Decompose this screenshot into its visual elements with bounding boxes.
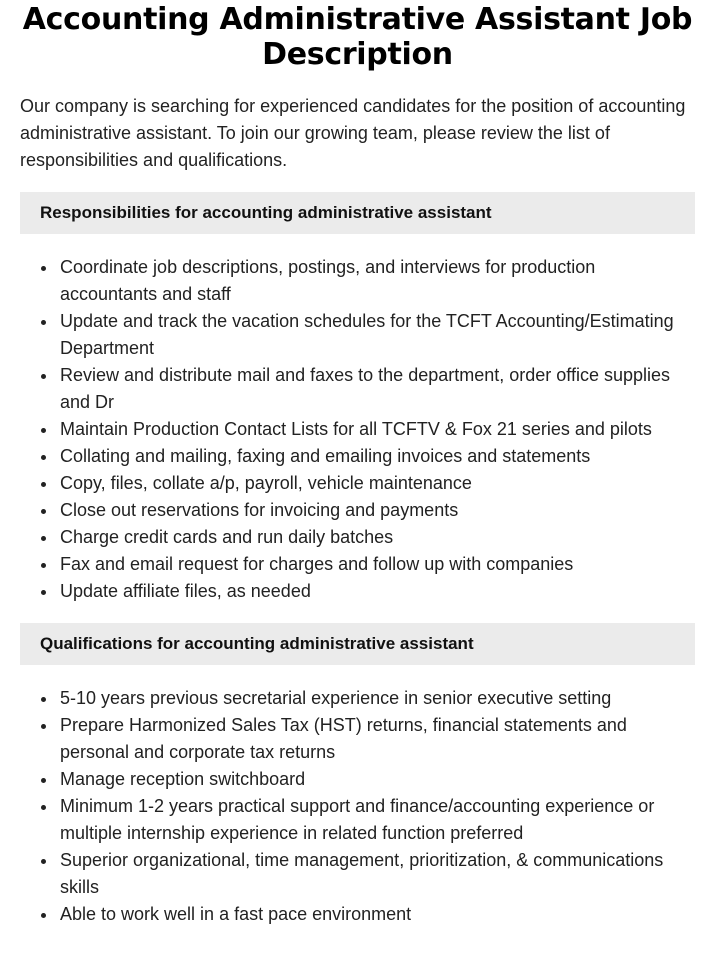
bullet-icon	[41, 482, 46, 487]
responsibilities-heading: Responsibilities for accounting administrative assistant	[40, 203, 492, 222]
bullet-icon	[41, 374, 46, 379]
bullet-icon	[41, 778, 46, 783]
list-item-text: Minimum 1-2 years practical support and finance/accounting experience or multiple internship experience in related function preferred	[60, 796, 655, 843]
qualifications-list	[20, 685, 695, 928]
bullet-icon	[41, 590, 46, 595]
list-item-text: Close out reservations for invoicing and payments	[60, 500, 459, 520]
list-item	[60, 497, 695, 524]
list-item-text: Coordinate job descriptions, postings, and interviews for production accountants and staff	[60, 257, 596, 304]
list-item-text: Collating and mailing, faxing and emailing invoices and statements	[60, 446, 591, 466]
list-item	[60, 766, 695, 793]
responsibilities-header	[20, 192, 695, 234]
bullet-icon	[41, 724, 46, 729]
list-item	[60, 470, 695, 497]
bullet-icon	[41, 509, 46, 514]
list-item	[60, 551, 695, 578]
list-item-text: Manage reception switchboard	[60, 769, 306, 789]
list-item-text: Superior organizational, time management, prioritization, & communications skills	[60, 850, 664, 897]
bullet-icon	[41, 455, 46, 460]
list-item	[60, 524, 695, 551]
list-item	[60, 362, 695, 416]
list-item	[60, 416, 695, 443]
list-item	[60, 308, 695, 362]
list-item-text: 5-10 years previous secretarial experience in senior executive setting	[60, 688, 612, 708]
bullet-icon	[41, 266, 46, 271]
intro-paragraph: Our company is searching for experienced candidates for the position of accounting administrative assistant. To join our growing team, please review the list of responsibilities and qualifications.	[20, 96, 686, 170]
bullet-icon	[41, 563, 46, 568]
page-title: Accounting Administrative Assistant Job Description	[22, 2, 693, 72]
list-item-text: Copy, files, collate a/p, payroll, vehicle maintenance	[60, 473, 472, 493]
qualifications-heading: Qualifications for accounting administrative assistant	[40, 634, 474, 653]
list-item-text: Prepare Harmonized Sales Tax (HST) returns, financial statements and personal and corporate tax returns	[60, 715, 627, 762]
qualifications-header	[20, 623, 695, 665]
bullet-icon	[41, 428, 46, 433]
list-item	[60, 901, 695, 928]
bullet-icon	[41, 805, 46, 810]
bullet-icon	[41, 320, 46, 325]
list-item-text: Maintain Production Contact Lists for all TCFTV & Fox 21 series and pilots	[60, 419, 652, 439]
list-item	[60, 578, 695, 605]
list-item-text: Update affiliate files, as needed	[60, 581, 311, 601]
list-item-text: Able to work well in a fast pace environment	[60, 904, 412, 924]
list-item	[60, 254, 695, 308]
bullet-icon	[41, 697, 46, 702]
list-item	[60, 847, 695, 901]
bullet-icon	[41, 536, 46, 541]
list-item	[60, 685, 695, 712]
list-item	[60, 443, 695, 470]
job-description-page	[0, 2, 720, 928]
responsibilities-list	[20, 254, 695, 605]
list-item-text: Review and distribute mail and faxes to the department, order office supplies and Dr	[60, 365, 671, 412]
list-item	[60, 712, 695, 766]
list-item-text: Fax and email request for charges and follow up with companies	[60, 554, 574, 574]
list-item-text: Charge credit cards and run daily batches	[60, 527, 394, 547]
bullet-icon	[41, 913, 46, 918]
list-item-text: Update and track the vacation schedules for the TCFT Accounting/Estimating Department	[60, 311, 674, 358]
bullet-icon	[41, 859, 46, 864]
list-item	[60, 793, 695, 847]
